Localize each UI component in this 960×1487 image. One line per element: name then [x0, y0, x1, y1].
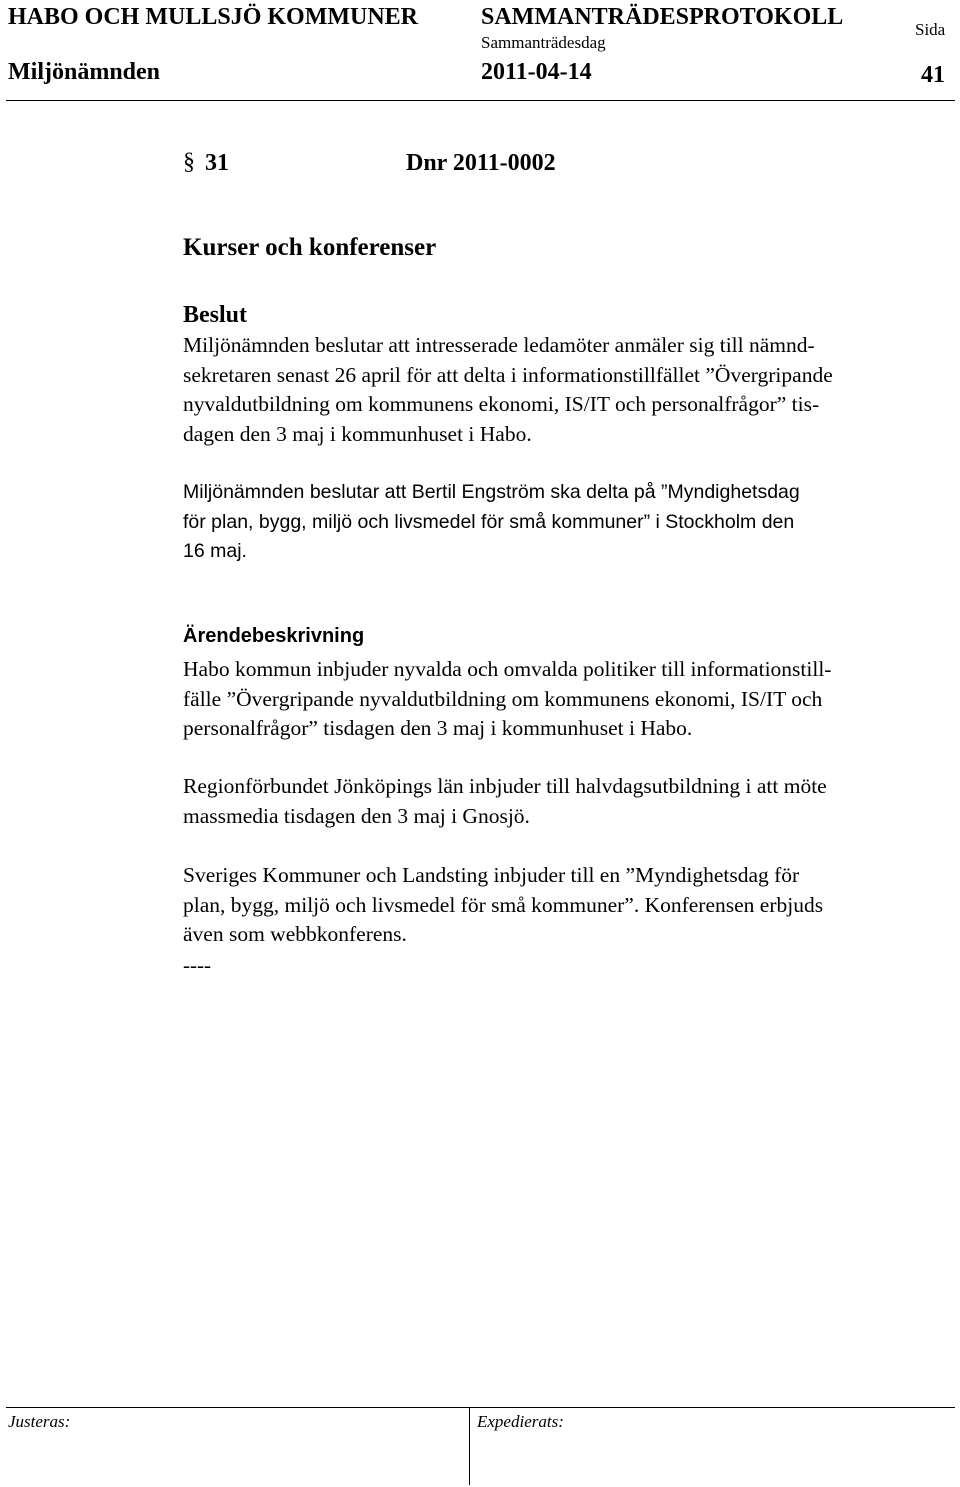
text-line: nyvaldutbildning om kommunens ekonomi, IS/IT och personalfrågor” tis-: [183, 392, 820, 416]
page-number: 41: [921, 62, 945, 88]
justeras-label: Justeras:: [8, 1412, 71, 1431]
text-line: för plan, bygg, miljö och livsmedel för små kommuner” i Stockholm den: [183, 510, 795, 533]
item-title: Kurser och konferenser: [183, 234, 437, 261]
header-rule: [6, 100, 955, 101]
footer-rule: [6, 1407, 955, 1408]
arende-paragraph-2: [183, 772, 827, 831]
text-line: Miljönämnden beslutar att Bertil Engström ska delta på ”Myndighetsdag: [183, 481, 800, 503]
arende-heading: Ärendebeskrivning: [183, 625, 365, 647]
date-label: Sammanträdesdag: [481, 33, 606, 52]
text-line: plan, bygg, miljö och livsmedel för små kommuner”. Konferensen erbjuds: [183, 892, 824, 917]
text-line: personalfrågor” tisdagen den 3 maj i kommunhuset i Habo.: [183, 716, 693, 740]
document-type: SAMMANTRÄDESPROTOKOLL: [481, 4, 844, 30]
org-name: HABO OCH MULLSJÖ KOMMUNER: [8, 4, 419, 30]
expedierats-label: Expedierats:: [477, 1412, 564, 1431]
beslut-paragraph-1: [183, 331, 833, 449]
text-line: Habo kommun inbjuder nyvalda och omvalda politiker till informationstill-: [183, 657, 832, 681]
end-marker: ----: [183, 953, 211, 977]
text-line: sekretaren senast 26 april för att delta i informationstillfället ”Övergripande: [183, 362, 833, 387]
text-line: 16 maj.: [183, 540, 247, 562]
text-line: Sveriges Kommuner och Landsting inbjuder till en ”Myndighetsdag för: [183, 863, 800, 887]
text-line: Regionförbundet Jönköpings län inbjuder till halvdagsutbildning i att möte: [183, 774, 827, 798]
text-line: dagen den 3 maj i kommunhuset i Habo.: [183, 421, 532, 446]
dnr: Dnr 2011-0002: [406, 150, 556, 176]
committee-name: Miljönämnden: [8, 59, 161, 85]
paragraph-sign: §: [183, 149, 195, 175]
arende-paragraph-3: [183, 861, 823, 950]
footer-divider: [469, 1407, 470, 1485]
beslut-paragraph-2: [183, 478, 800, 567]
text-line: även som webbkonferens.: [183, 922, 407, 946]
item-number: 31: [205, 150, 229, 176]
page-label: Sida: [915, 20, 946, 39]
text-line: fälle ”Övergripande nyvaldutbildning om kommunens ekonomi, IS/IT och: [183, 686, 823, 711]
arende-paragraph-1: [183, 655, 831, 744]
text-line: massmedia tisdagen den 3 maj i Gnosjö.: [183, 803, 530, 828]
beslut-heading: Beslut: [183, 302, 248, 328]
text-line: Miljönämnden beslutar att intresserade ledamöter anmäler sig till nämnd-: [183, 333, 815, 357]
meeting-date: 2011-04-14: [481, 59, 592, 85]
